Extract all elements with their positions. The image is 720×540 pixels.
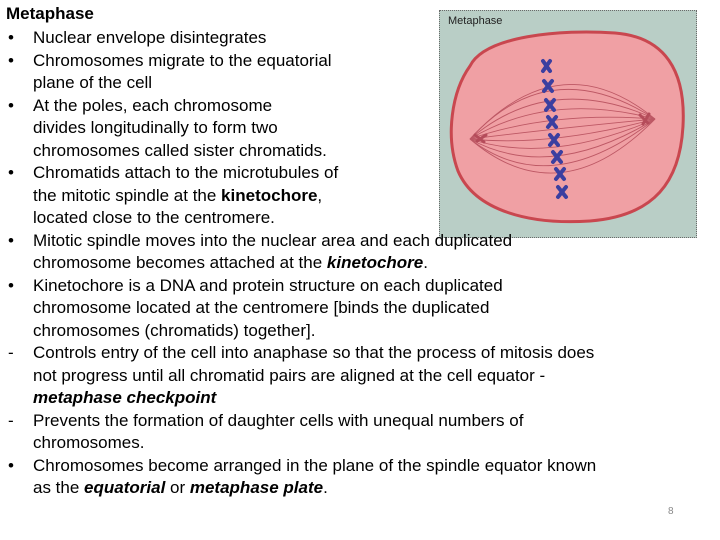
- bullet-text: or: [165, 478, 190, 497]
- bullet-item: [6, 95, 714, 163]
- bullet-line: Mitotic spindle moves into the nuclear area and each duplicated: [33, 230, 513, 250]
- bullet-item: [6, 230, 714, 275]
- bullet-line: At the poles, each chromosome: [33, 95, 273, 115]
- bullet-item: [6, 342, 714, 410]
- bullet-text: the mitotic spindle at the: [33, 185, 222, 205]
- bullet-line: Chromatids attach to the microtubules of: [33, 163, 339, 182]
- term-equatorial: equatorial: [84, 478, 166, 497]
- bullet-text: chromosome becomes attached at the: [33, 253, 327, 272]
- bullet-item: [6, 50, 714, 95]
- bullet-line: Chromosomes migrate to the equatorial: [33, 50, 332, 70]
- figure-caption: Metaphase: [448, 15, 503, 27]
- bullet-line: not progress until all chromatid pairs are aligned at the cell equator -: [33, 365, 546, 385]
- bullet-text: as the: [33, 478, 85, 497]
- bullet-line: chromosome located at the centromere [binds the duplicated: [33, 298, 490, 317]
- bullet-marker: •: [8, 50, 14, 70]
- bullet-marker: •: [8, 95, 14, 115]
- bullet-line: Nuclear envelope disintegrates: [33, 28, 267, 47]
- bullet-text: ,: [317, 185, 323, 205]
- bullet-line: [33, 477, 714, 500]
- bullet-text: .: [423, 253, 428, 272]
- term-metaphase-checkpoint: metaphase checkpoint: [33, 388, 217, 407]
- bullet-marker: -: [8, 410, 14, 430]
- bullet-line: [33, 387, 714, 410]
- term-metaphase-plate: metaphase plate: [189, 478, 324, 497]
- bullet-line: chromosomes (chromatids) together].: [33, 320, 316, 340]
- term-kinetochore: kinetochore: [326, 253, 424, 272]
- bullet-item: [6, 275, 714, 343]
- bullet-line: located close to the centromere.: [33, 208, 275, 227]
- bullet-item: [6, 162, 714, 230]
- bullet-line: [33, 185, 714, 208]
- bullet-marker: -: [8, 343, 14, 362]
- bullet-line: chromosomes.: [33, 433, 145, 452]
- bullet-line: Prevents the formation of daughter cells with unequal numbers of: [33, 410, 524, 430]
- bullet-marker: •: [8, 230, 14, 250]
- bullet-marker: •: [8, 455, 14, 475]
- term-kinetochore: kinetochore: [221, 185, 318, 205]
- bullet-line: divides longitudinally to form two: [33, 118, 278, 137]
- bullet-item: [6, 27, 714, 50]
- bullet-item: [6, 410, 714, 455]
- bullet-line: Chromosomes become arranged in the plane of the spindle equator known: [33, 455, 597, 475]
- bullet-line: Kinetochore is a DNA and protein structure on each duplicated: [33, 275, 503, 295]
- bullet-list: [6, 27, 714, 500]
- bullet-line: plane of the cell: [33, 73, 153, 92]
- slide-title: Metaphase: [6, 4, 94, 23]
- bullet-line: [33, 252, 714, 275]
- bullet-item: [6, 455, 714, 500]
- bullet-marker: •: [8, 275, 14, 295]
- bullet-line: chromosomes called sister chromatids.: [33, 140, 327, 160]
- bullet-marker: •: [8, 163, 14, 182]
- bullet-line: Controls entry of the cell into anaphase so that the process of mitosis does: [33, 343, 595, 362]
- bullet-marker: •: [8, 28, 14, 47]
- page-number: 8: [668, 506, 674, 517]
- bullet-text: .: [323, 478, 328, 497]
